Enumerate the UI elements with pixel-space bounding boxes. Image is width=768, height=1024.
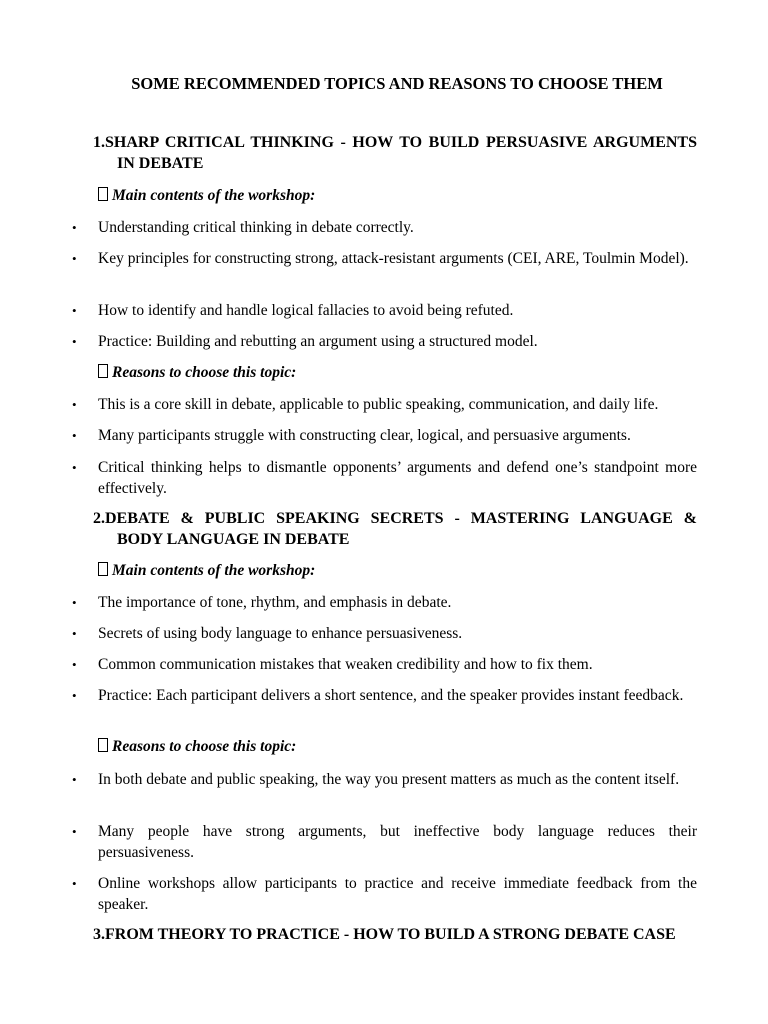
bullet-icon: • [72, 876, 77, 891]
checkbox-glyph-icon [98, 738, 108, 752]
section-2-heading-line1: 2.DEBATE & PUBLIC SPEAKING SECRETS - MASTERING LANGUAGE & [93, 510, 697, 527]
list-item: • Secrets of using body language to enhance persuasiveness. [72, 625, 463, 642]
list-item: • Practice: Building and rebutting an argument using a structured model. [72, 333, 538, 350]
bullet-icon: • [72, 303, 77, 318]
bullet-icon: • [72, 626, 77, 641]
list-item: • Key principles for constructing strong, attack-resistant arguments (CEI, ARE, Toulmin Model). [72, 250, 689, 267]
document-title: SOME RECOMMENDED TOPICS AND REASONS TO CHOOSE THEM [131, 74, 663, 93]
bullet-icon: • [72, 220, 77, 235]
bullet-icon: • [72, 595, 77, 610]
list-item: • Many people have strong arguments, but ineffective body language reduces their persuasiveness. [72, 823, 697, 861]
list-item: • The importance of tone, rhythm, and emphasis in debate. [72, 594, 452, 611]
section-3-heading [93, 925, 697, 946]
section-2-heading [93, 509, 697, 550]
bullet-icon: • [72, 251, 77, 266]
list-item: • How to identify and handle logical fallacies to avoid being refuted. [72, 302, 514, 319]
bullet-icon: • [72, 772, 77, 787]
bullet-icon: • [72, 460, 77, 475]
list-item: • Common communication mistakes that weaken credibility and how to fix them. [72, 656, 593, 673]
section-1-heading [93, 133, 697, 174]
section-1-reasons-label: Reasons to choose this topic: [98, 363, 296, 383]
section-3-heading-line1: 3.FROM THEORY TO PRACTICE - HOW TO BUILD A STRONG DEBATE CASE [93, 926, 676, 943]
checkbox-glyph-icon [98, 187, 108, 201]
list-item: • This is a core skill in debate, applicable to public speaking, communication, and daily life. [72, 396, 659, 413]
list-item: • Critical thinking helps to dismantle opponents’ arguments and defend one’s standpoint more effectively. [72, 459, 697, 497]
checkbox-glyph-icon [98, 562, 108, 576]
bullet-icon: • [72, 688, 77, 703]
list-item: • Online workshops allow participants to practice and receive immediate feedback from the speaker. [72, 875, 697, 913]
section-2-reasons-label: Reasons to choose this topic: [98, 737, 296, 757]
checkbox-glyph-icon [98, 364, 108, 378]
bullet-icon: • [72, 397, 77, 412]
bullet-icon: • [72, 657, 77, 672]
section-2-heading-line2: BODY LANGUAGE IN DEBATE [117, 530, 350, 548]
list-item: • Many participants struggle with constructing clear, logical, and persuasive arguments. [72, 427, 631, 444]
bullet-icon: • [72, 428, 77, 443]
list-item: • In both debate and public speaking, the way you present matters as much as the content itself. [72, 771, 680, 788]
list-item: • Understanding critical thinking in debate correctly. [72, 219, 414, 236]
section-1-heading-line2: IN DEBATE [117, 154, 204, 172]
bullet-icon: • [72, 334, 77, 349]
section-1-heading-line1: 1.SHARP CRITICAL THINKING - HOW TO BUILD PERSUASIVE ARGUMENTS [93, 134, 697, 151]
section-1-contents-label: Main contents of the workshop: [98, 186, 315, 206]
list-item: • Practice: Each participant delivers a short sentence, and the speaker provides instant feedback. [72, 687, 684, 704]
bullet-icon: • [72, 824, 77, 839]
section-2-contents-label: Main contents of the workshop: [98, 561, 315, 581]
